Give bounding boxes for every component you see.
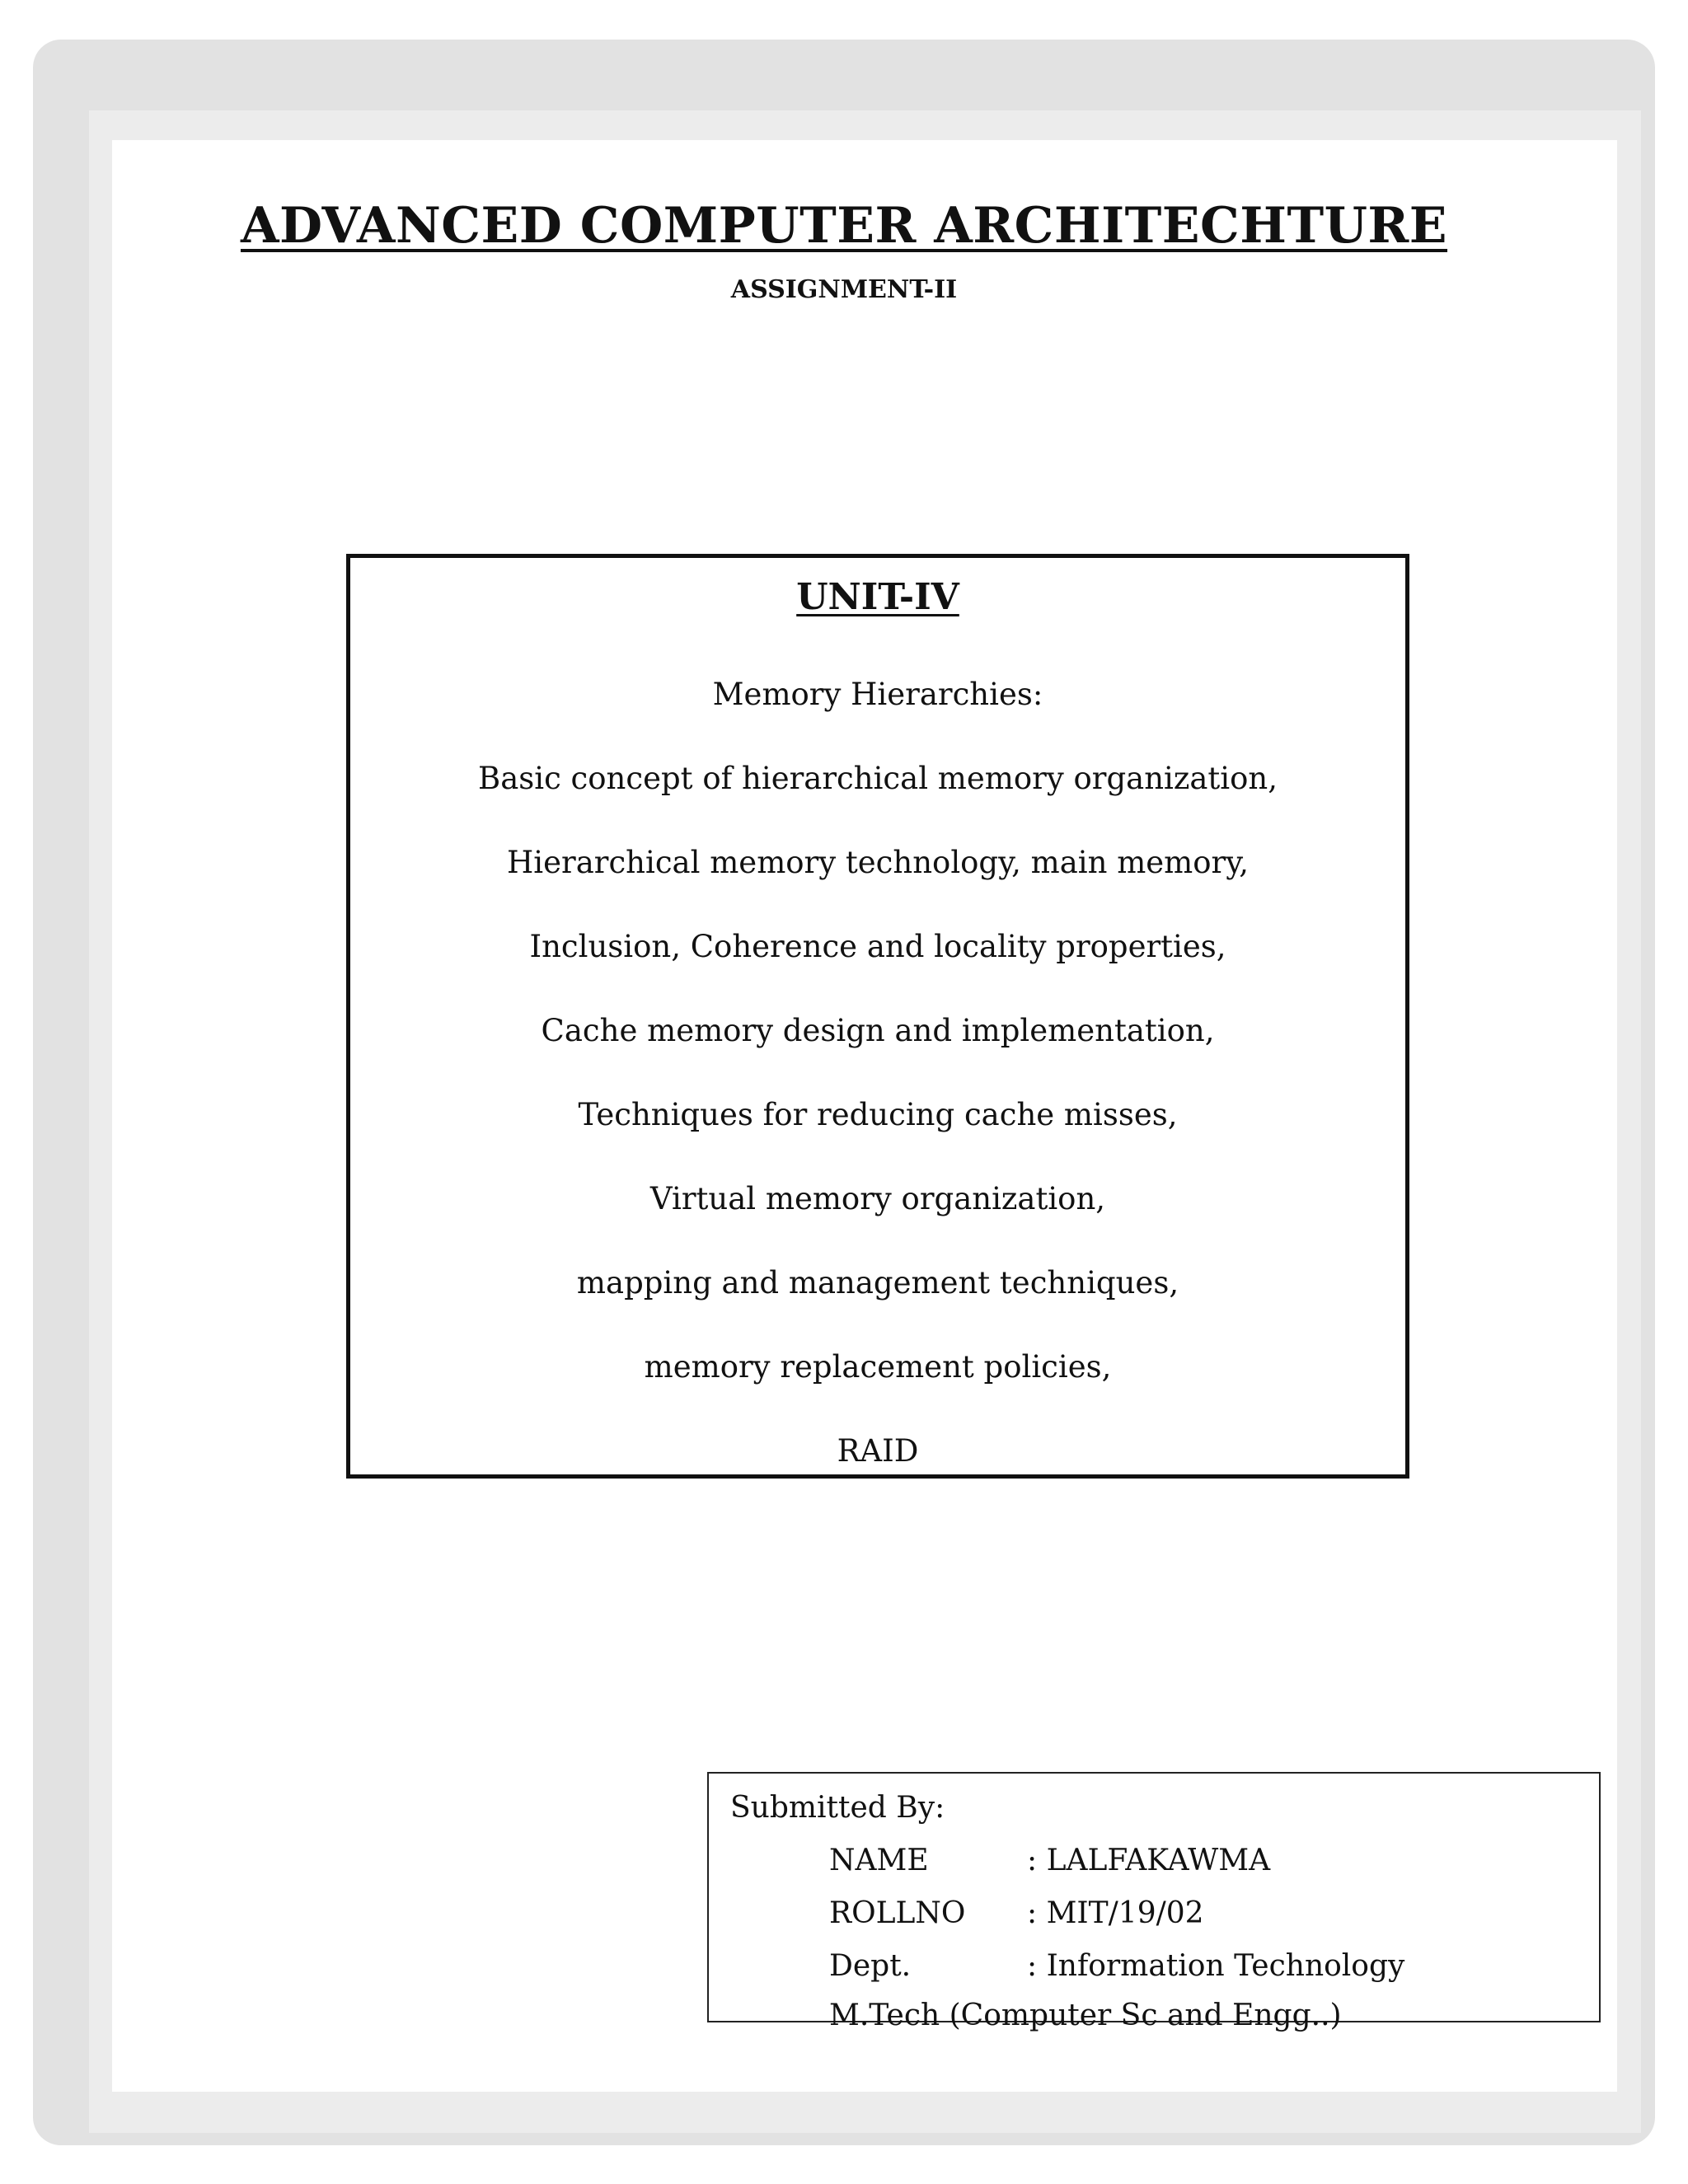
topic-item: Inclusion, Coherence and locality properties, bbox=[529, 929, 1226, 964]
name-value: : LALFAKAWMA bbox=[1027, 1844, 1271, 1877]
name-label: NAME bbox=[829, 1844, 929, 1877]
rollno-label: ROLLNO bbox=[829, 1896, 966, 1930]
submitted-by-heading: Submitted By: bbox=[730, 1791, 945, 1825]
topic-item: RAID bbox=[837, 1433, 919, 1469]
dept-value: : Information Technology bbox=[1027, 1949, 1405, 1983]
topic-item: Techniques for reducing cache misses, bbox=[578, 1097, 1178, 1132]
name-row bbox=[829, 1836, 1270, 1886]
rollno-row bbox=[829, 1889, 1204, 1938]
topic-list bbox=[350, 653, 1405, 1493]
dept-label: Dept. bbox=[829, 1949, 912, 1983]
rollno-value: : MIT/19/02 bbox=[1027, 1896, 1204, 1930]
topic-item: Basic concept of hierarchical memory organization, bbox=[478, 761, 1278, 796]
dept-row bbox=[829, 1942, 1404, 1991]
submission-box bbox=[707, 1772, 1601, 2032]
unit-heading: UNIT-IV bbox=[796, 576, 959, 618]
topic-item: Cache memory design and implementation, bbox=[541, 1013, 1215, 1048]
topic-item: Memory Hierarchies: bbox=[712, 677, 1043, 712]
topic-item: Virtual memory organization, bbox=[649, 1181, 1106, 1216]
unit-syllabus-box bbox=[346, 554, 1409, 1479]
document-title: ADVANCED COMPUTER ARCHITECHTURE bbox=[240, 197, 1448, 255]
topic-item: mapping and management techniques, bbox=[576, 1265, 1179, 1301]
topic-item: Hierarchical memory technology, main memory, bbox=[507, 845, 1249, 880]
program-row: M.Tech (Computer Sc and Engg..) bbox=[829, 1999, 1342, 2032]
topic-item: memory replacement policies, bbox=[644, 1349, 1112, 1385]
assignment-subtitle: ASSIGNMENT-II bbox=[730, 275, 958, 304]
